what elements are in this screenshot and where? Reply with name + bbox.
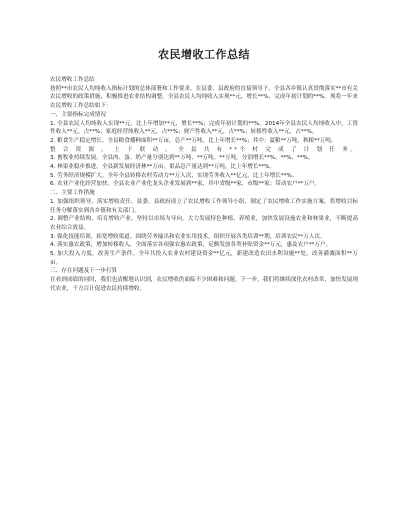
body-paragraph: 在看到成绩的同时，我们也清醒地认识到，农民增收仍面临不少困难和问题。下一步，我们将继续深化农村改革，加快发展现代农业，千方百计促进农民持续增收。	[50, 277, 358, 292]
section-heading: 一、主要指标完成情况	[50, 111, 106, 118]
body-paragraph: 3. 强化技能培训，拓宽增收渠道。围绕劳务输出和农业实用技术，组织开展各类培训**期，培训农民**万人次。	[50, 233, 326, 240]
section-heading: 二、主要工作措施	[50, 190, 95, 197]
body-paragraph: 5. 劳务经济规模扩大。全年全县转移农村劳动力**万人次，实现劳务收入**亿元，比上年增长**%。	[50, 172, 298, 179]
body-paragraph: 1. 加强组织领导，落实增收责任。县委、县政府成立了农民增收工作领导小组，制定了农民增收工作实施方案，将增收目标任务分解落实到各乡镇和有关部门。	[50, 198, 358, 214]
intro-paragraph: 按照**市农民人均纯收入指标计划的总体部署和工作要求，在县委、县政府的直接领导下，全县各乡镇认真贯彻落实**市有关农民增收的政策措施，积极推进农业结构调整，全县农民人均纯收入实现**元，增长**%，完成年初计划的**%。现将一年来农民增收工作总结如下：	[50, 85, 358, 110]
page-title: 农民增收工作总结	[158, 48, 250, 61]
body-paragraph: 4. 林果业稳步推进。全县新发展经济林**万亩，果品总产量达到**万吨，比上年增长**%。	[50, 164, 275, 171]
document-body	[50, 76, 358, 294]
section-heading: 农民增收工作总结	[50, 77, 95, 83]
section-heading: 三、存在问题及下一步打算	[50, 268, 118, 275]
body-paragraph: 6. 农业产业化经营加快。全县农业产业化龙头企业发展到**家，其中省级**家，市级**家；带动农户**万户。	[50, 181, 321, 188]
body-paragraph: 1. 全县农民人均纯收入实现**元，比上年增加**元，增长**%；完成年初计划的**%。2014年全县农民人均纯收入中，工资性收入**元，占**%；家庭经营纯收入**元，占**%；财产性收入**元，占**%；转移性收入**元，占**%。	[50, 120, 358, 136]
body-paragraph: 4. 落实惠农政策，增加转移收入。全面落实各项强农惠农政策，足额发放各类补贴资金**万元，惠及农户**万户。	[50, 242, 332, 249]
body-paragraph: 2. 粮食生产稳定增长。全县粮食播种面积**万亩，总产**万吨，比上年增长**%；其中：夏粮**万吨，秋粮**万吨。	[50, 137, 337, 144]
body-paragraph: 2. 调整产业结构，培育增收产业。坚持以市场为导向，大力发展特色种植、养殖业，加快发展设施农业和林果业，不断提高农业综合效益。	[50, 216, 358, 231]
body-paragraph: 3. 畜牧业持续发展。全县肉、蛋、奶产量分别达到**万吨、**万吨、**万吨，分别增长**%、**%、**%。	[50, 155, 314, 162]
wide-line: 整 合 资 源 ， 上 下 联 动 ， 全 县 共 有 **个 村 完 成 了 计 划 任 务。	[50, 146, 358, 153]
body-paragraph: 5. 加大投入力度，改善生产条件。全年共投入农业农村建设资金**亿元，新建改造农田水利设施**处，改善灌溉面积**万亩。	[50, 251, 358, 266]
